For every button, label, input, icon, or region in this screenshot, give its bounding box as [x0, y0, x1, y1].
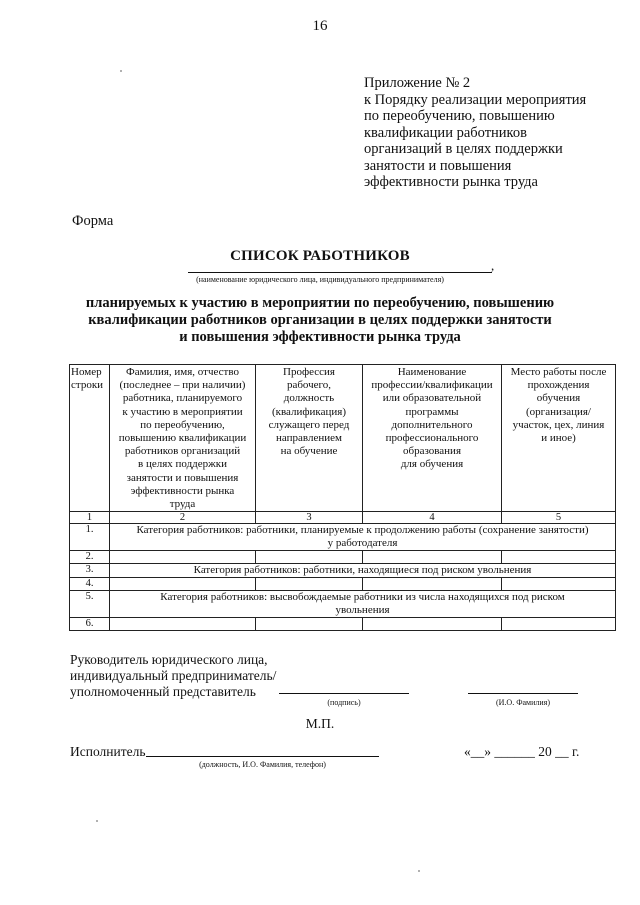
row-number: 4. — [70, 578, 110, 591]
appendix-line: к Порядку реализации мероприятия — [364, 91, 587, 108]
table-cell[interactable] — [502, 551, 616, 564]
appendix-note — [364, 75, 586, 191]
table-cell[interactable] — [110, 578, 256, 591]
table-row — [70, 524, 616, 551]
column-number: 5 — [502, 512, 616, 524]
row-number: 3. — [70, 564, 110, 578]
signature-line[interactable] — [279, 693, 409, 694]
date-field[interactable]: «__» ______ 20 __ г. — [464, 744, 580, 759]
appendix-line: организаций в целях поддержки — [364, 141, 563, 157]
subtitle-line: планируемых к участию в мероприятии по переобучению, повышению — [85, 295, 555, 311]
table-cell[interactable] — [502, 578, 616, 591]
org-name-caption: (наименование юридического лица, индивидуального предпринимателя) — [196, 275, 444, 284]
org-name-line[interactable] — [188, 272, 492, 273]
row-number: 5. — [70, 591, 110, 618]
full-name-caption: (И.О. Фамилия) — [495, 698, 551, 707]
table-cell[interactable] — [502, 618, 616, 631]
header-workplace: Место работы после прохождения обучения (организация/ участок, цех, линия и иное) — [502, 365, 616, 512]
document-subtitle — [60, 295, 580, 346]
executor-line[interactable] — [146, 756, 379, 757]
table-cell[interactable] — [363, 578, 502, 591]
subtitle-line: квалификации работников организации в целях поддержки занятости — [88, 312, 552, 328]
header-profession: Профессия рабочего, должность (квалификация) служащего перед направлением на обучение — [256, 365, 363, 512]
column-number: 1 — [70, 512, 110, 524]
column-number: 3 — [256, 512, 363, 524]
table-cell[interactable] — [256, 578, 363, 591]
page-number: 16 — [312, 18, 328, 34]
appendix-line: по переобучению, повышению — [364, 108, 555, 124]
table-row — [70, 591, 616, 618]
scan-speck — [120, 70, 122, 72]
header-program: Наименование профессии/квалификации или образовательной программы дополнительного профессионального образования для обучения — [363, 365, 502, 512]
appendix-line: квалификации работников — [364, 124, 527, 141]
subtitle-line: и повышения эффективности рынка труда — [179, 329, 461, 345]
table-row — [70, 551, 616, 564]
appendix-line: занятости и повышения — [364, 157, 512, 174]
column-numbers-row — [70, 512, 616, 524]
scan-speck — [96, 820, 98, 822]
table-cell[interactable] — [363, 618, 502, 631]
org-name-comma: , — [491, 258, 495, 273]
scan-speck — [418, 870, 420, 872]
column-number: 4 — [363, 512, 502, 524]
full-name-line[interactable] — [468, 693, 578, 694]
executor-caption: (должность, И.О. Фамилия, телефон) — [199, 760, 326, 769]
category-cell: Категория работников: работники, планируемые к продолжению работы (сохранение занятости) у работодателя — [110, 524, 616, 551]
stamp-placeholder: М.П. — [305, 716, 335, 731]
table-cell[interactable] — [256, 551, 363, 564]
executor-label: Исполнитель — [70, 744, 146, 759]
table-row — [70, 564, 616, 578]
head-of-organization-label: Руководитель юридического лица, индивидуальный предприниматель/ уполномоченный представитель — [70, 652, 277, 699]
table-row — [70, 618, 616, 631]
table-cell[interactable] — [110, 551, 256, 564]
appendix-line: эффективности рынка труда — [364, 174, 538, 190]
category-cell: Категория работников: высвобождаемые работники из числа находящихся под риском увольнения — [110, 591, 616, 618]
row-number: 6. — [70, 618, 110, 631]
table-header-row — [70, 365, 616, 512]
header-row-number: Номер строки — [70, 365, 110, 512]
table-cell[interactable] — [256, 618, 363, 631]
signature-caption: (подпись) — [327, 698, 361, 707]
row-number: 2. — [70, 551, 110, 564]
form-label: Форма — [72, 213, 114, 229]
row-number: 1. — [70, 524, 110, 551]
header-full-name: Фамилия, имя, отчество (последнее – при наличии) работника, планируемого к участию в мероприятии по переобучению, повышению квалификации работников организаций в целях поддержки занятости и повышения эффективности рынка труда — [110, 365, 256, 512]
table-row — [70, 578, 616, 591]
category-cell: Категория работников: работники, находящиеся под риском увольнения — [110, 564, 616, 578]
table-cell[interactable] — [110, 618, 256, 631]
document-title: СПИСОК РАБОТНИКОВ — [230, 248, 410, 264]
table-cell[interactable] — [363, 551, 502, 564]
employees-table — [69, 364, 616, 631]
column-number: 2 — [110, 512, 256, 524]
appendix-line: Приложение № 2 — [364, 75, 471, 91]
